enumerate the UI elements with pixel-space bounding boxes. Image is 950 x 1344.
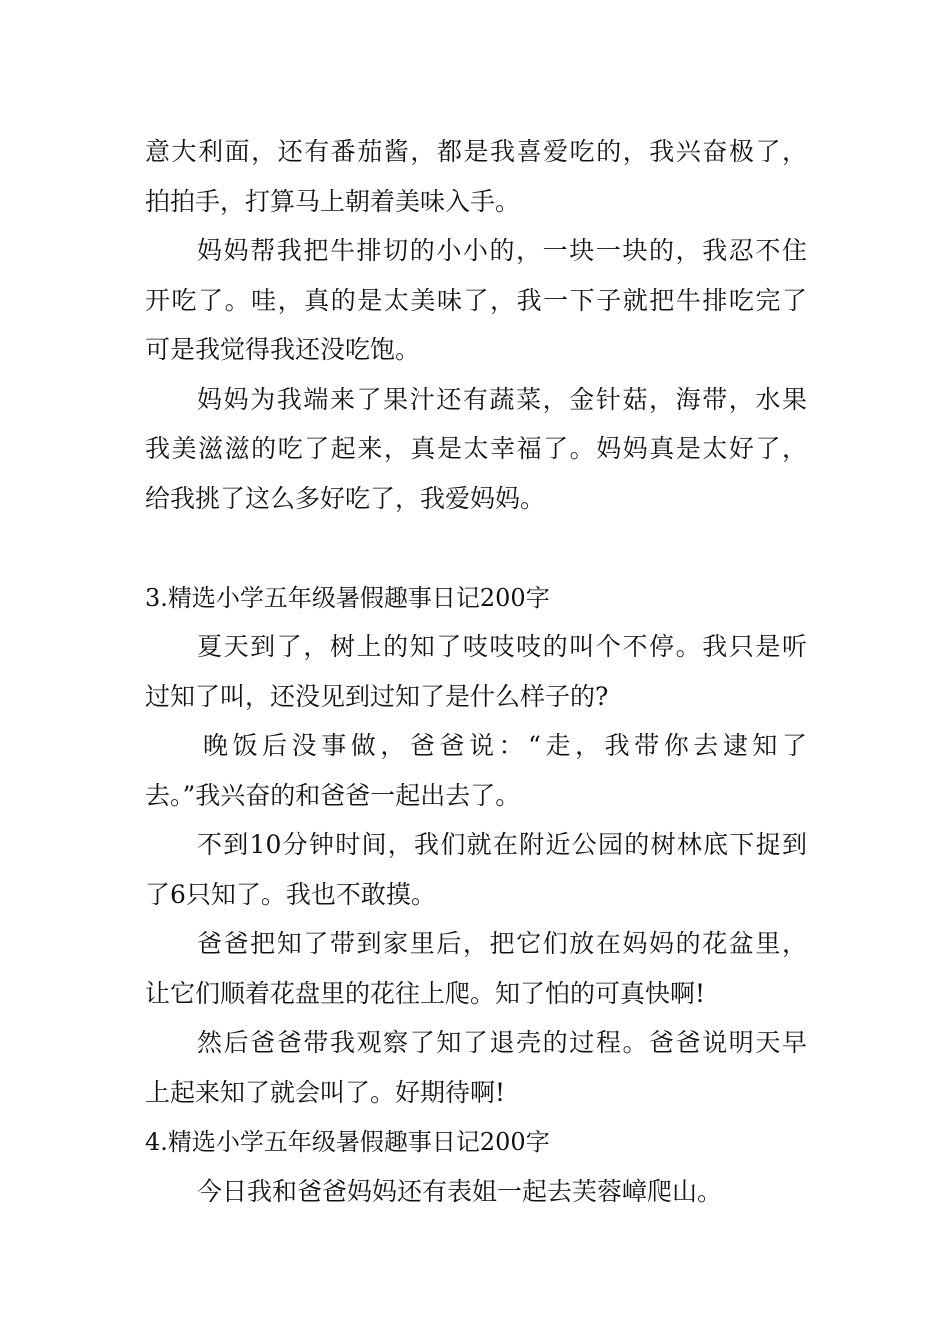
paragraph-line: 意大利面，还有番茄酱，都是我喜爱吃的，我兴奋极了， bbox=[145, 137, 807, 166]
paragraph-line: 让它们顺着花盘里的花往上爬。知了怕的可真快啊! bbox=[145, 979, 706, 1008]
paragraph-line: 夏天到了，树上的知了吱吱吱的叫个不停。我只是听 bbox=[197, 632, 807, 661]
paragraph-line: 晚饭后没事做，爸爸说：“走，我带你去逮知了 bbox=[203, 731, 807, 760]
paragraph-line: 可是我觉得我还没吃饱。 bbox=[145, 335, 421, 364]
paragraph-line: 然后爸爸带我观察了知了退壳的过程。爸爸说明天早 bbox=[197, 1028, 807, 1057]
paragraph-line: 过知了叫，还没见到过知了是什么样子的? bbox=[145, 682, 609, 711]
paragraph-line: 去。”我兴奋的和爸爸一起出去了。 bbox=[145, 781, 521, 810]
section-heading: 3.精选小学五年级暑假趣事日记200字 bbox=[145, 584, 550, 612]
paragraph-line: 妈妈为我端来了果汁还有蔬菜，金针菇，海带，水果 bbox=[197, 385, 807, 414]
paragraph-line: 上起来知了就会叫了。好期待啊! bbox=[145, 1078, 506, 1107]
paragraph-line: 拍拍手，打算马上朝着美味入手。 bbox=[145, 187, 521, 216]
paragraph-line: 我美滋滋的吃了起来，真是太幸福了。妈妈真是太好了， bbox=[145, 434, 807, 463]
paragraph-line: 不到10分钟时间，我们就在附近公园的树林底下捉到 bbox=[197, 830, 807, 859]
paragraph-line: 今日我和爸爸妈妈还有表姐一起去芙蓉嶂爬山。 bbox=[197, 1177, 723, 1206]
paragraph-line: 妈妈帮我把牛排切的小小的，一块一块的，我忍不住 bbox=[197, 236, 807, 265]
paragraph-line: 给我挑了这么多好吃了，我爱妈妈。 bbox=[145, 484, 546, 513]
section-heading: 4.精选小学五年级暑假趣事日记200字 bbox=[145, 1128, 550, 1156]
paragraph-line: 了6只知了。我也不敢摸。 bbox=[145, 880, 436, 909]
paragraph-line: 开吃了。哇，真的是太美味了，我一下子就把牛排吃完了 bbox=[145, 286, 807, 315]
paragraph-line: 爸爸把知了带到家里后，把它们放在妈妈的花盆里， bbox=[197, 929, 807, 958]
